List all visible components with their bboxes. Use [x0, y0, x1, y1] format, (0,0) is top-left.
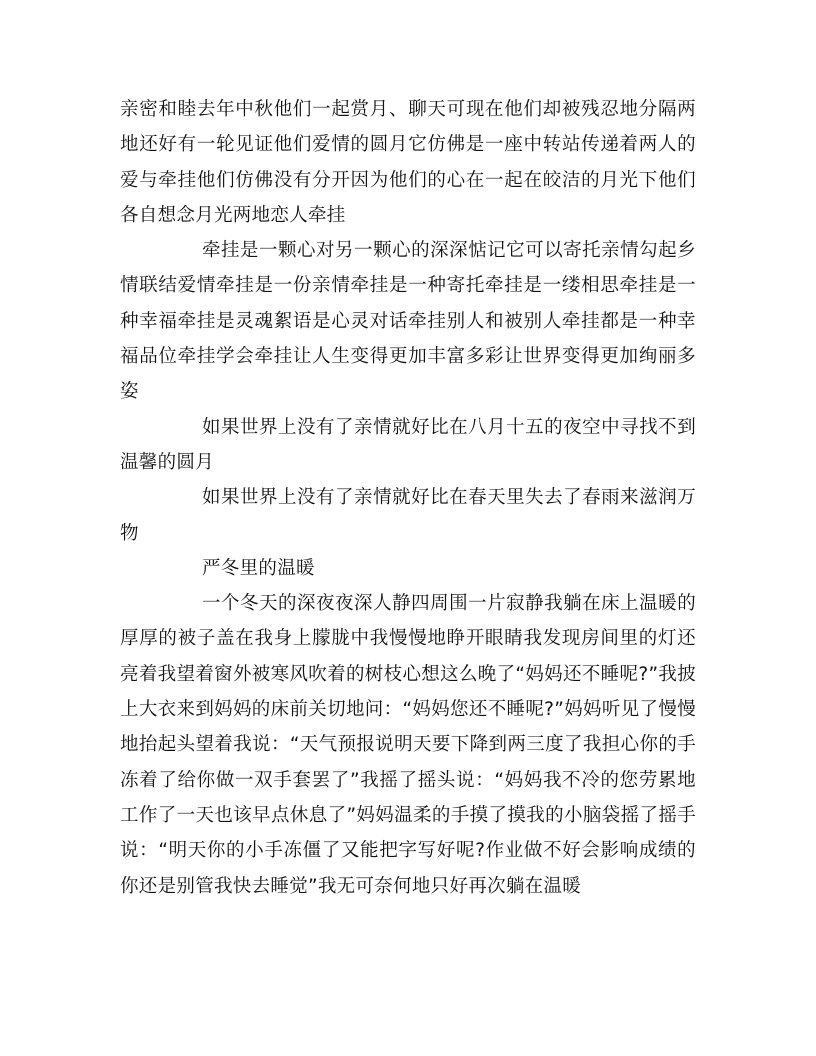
document-body	[120, 92, 696, 904]
paragraph-1: 亲密和睦去年中秋他们一起赏月、聊天可现在他们却被残忍地分隔两地还好有一轮见证他们爱情的圆月它仿佛是一座中转站传递着两人的爱与牵挂他们仿佛没有分开因为他们的心在一起在皎洁的月光下他们各自想念月光两地恋人牵挂	[120, 99, 696, 226]
paragraph-3: 如果世界上没有了亲情就好比在八月十五的夜空中寻找不到温馨的圆月	[120, 416, 696, 473]
paragraph-6: 一个冬天的深夜夜深人静四周围一片寂静我躺在床上温暖的厚厚的被子盖在我身上朦胧中我慢慢地睁开眼睛我发现房间里的灯还亮着我望着窗外被寒风吹着的树枝心想这么晚了“妈妈还不睡呢?”我披上大衣来到妈妈的床前关切地问：“妈妈您还不睡呢?”妈妈听见了慢慢地抬起头望着我说：“天气预报说明天要下降到两三度了我担心你的手冻着了给你做一双手套罢了”我摇了摇头说：“妈妈我不冷的您劳累地工作了一天也该早点休息了”妈妈温柔的手摸了摸我的小脑袋摇了摇手说：“明天你的小手冻僵了又能把字写好呢?作业做不好会影响成绩的你还是别管我快去睡觉”我无可奈何地只好再次躺在温暖	[120, 593, 696, 897]
paragraph-4: 如果世界上没有了亲情就好比在春天里失去了春雨来滋润万物	[120, 487, 696, 544]
paragraph-2: 牵挂是一颗心对另一颗心的深深惦记它可以寄托亲情勾起乡情联结爱情牵挂是一份亲情牵挂是一种寄托牵挂是一缕相思牵挂是一种幸福牵挂是灵魂絮语是心灵对话牵挂别人和被别人牵挂都是一种幸福品位牵挂学会牵挂让人生变得更加丰富多彩让世界变得更加绚丽多姿	[120, 240, 696, 403]
section-title: 严冬里的温暖	[202, 557, 315, 579]
